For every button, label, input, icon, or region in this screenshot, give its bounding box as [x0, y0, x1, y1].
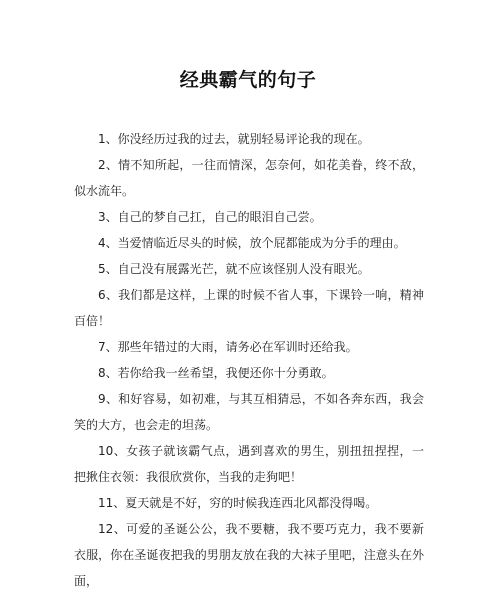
paragraph-4: 4、当爱情临近尽头的时候，放个屁都能成为分手的理由。 [98, 236, 406, 250]
paragraph-11: 11、夏天就是不好，穷的时候我连西北风都没得喝。 [98, 496, 378, 510]
paragraph-12: 12、可爱的圣诞公公，我不要糖，我不要巧克力，我不要新衣服，你在圣诞夜把我的男朋友放在我的大袜子里吧，注意头在外面， [74, 522, 424, 588]
paragraph-5: 5、自己没有展露光芒，就不应该怪别人没有眼光。 [98, 262, 370, 276]
paragraph-7: 7、那些年错过的大雨，请务必在军训时还给我。 [98, 340, 358, 354]
document-title: 经典霸气的句子 [179, 69, 317, 91]
paragraph-10: 10、女孩子就该霸气点，遇到喜欢的男生，别扭扭捏捏，一把揪住衣领：我很欣赏你，当我的走狗吧！ [74, 444, 424, 484]
paragraph-2: 2、情不知所起，一往而情深，怎奈何，如花美眷，终不敌，似水流年。 [74, 158, 424, 198]
paragraph-8: 8、若你给我一丝希望，我便还你十分勇敢。 [98, 366, 334, 380]
paragraph-3: 3、自己的梦自己扛，自己的眼泪自己尝。 [98, 210, 322, 224]
paragraph-1: 1、你没经历过我的过去，就别轻易评论我的现在。 [98, 132, 370, 146]
paragraph-9: 9、和好容易，如初难，与其互相猜忌，不如各奔东西，我会笑的大方，也会走的坦荡。 [74, 392, 424, 432]
document-body [74, 126, 424, 594]
paragraph-6: 6、我们都是这样，上课的时候不省人事，下课铃一响，精神百倍！ [74, 288, 424, 328]
